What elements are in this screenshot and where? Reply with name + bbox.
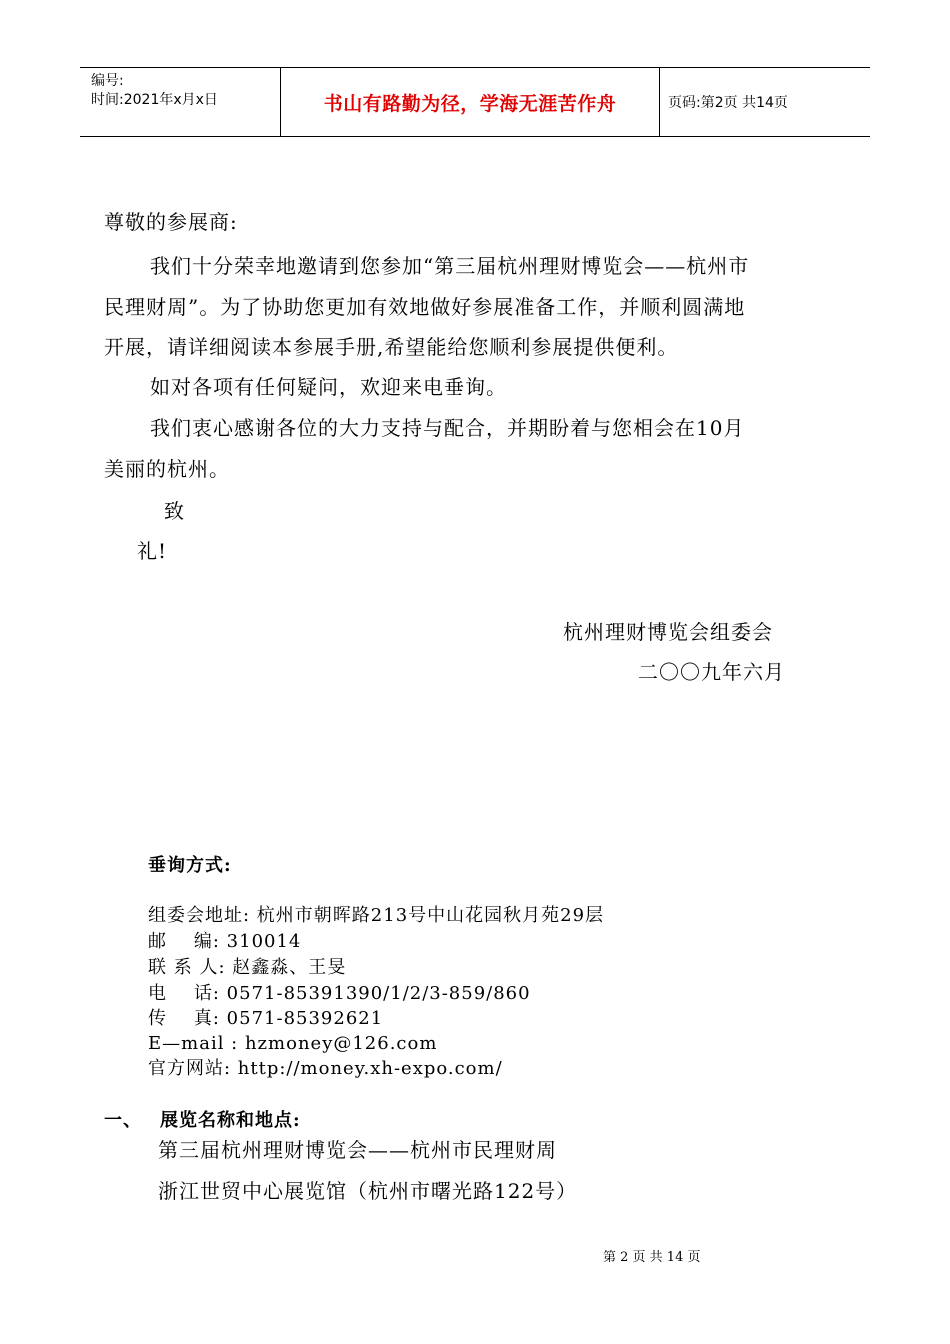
exhibition-name: 第三届杭州理财博览会——杭州市民理财周 bbox=[158, 1138, 557, 1162]
contact-phone: 电 话: 0571-85391390/1/2/3-859/860 bbox=[148, 983, 531, 1004]
contact-fax: 传 真: 0571-85392621 bbox=[148, 1008, 384, 1029]
signature-date: 二〇〇九年六月 bbox=[638, 660, 785, 684]
closing-zhi: 致 bbox=[164, 499, 185, 523]
signature-org: 杭州理财博览会组委会 bbox=[563, 620, 773, 644]
contact-postcode: 邮 编: 310014 bbox=[148, 931, 302, 952]
contact-website: 官方网站: http://money.xh-expo.com/ bbox=[148, 1058, 503, 1079]
section-number: 一、 bbox=[104, 1110, 142, 1131]
paragraph-line: 如对各项有任何疑问，欢迎来电垂询。 bbox=[150, 375, 507, 399]
paragraph-line: 美丽的杭州。 bbox=[104, 457, 230, 481]
section-heading: 展览名称和地点: bbox=[160, 1110, 301, 1131]
header-page-cell bbox=[660, 68, 870, 136]
paragraph-line: 我们十分荣幸地邀请到您参加“第三届杭州理财博览会——杭州市 bbox=[150, 254, 750, 278]
header-motto-cell bbox=[281, 68, 659, 136]
header-table bbox=[80, 67, 870, 137]
exhibition-venue: 浙江世贸中心展览馆（杭州市曙光路122号） bbox=[158, 1179, 578, 1203]
header-meta-cell bbox=[80, 68, 280, 136]
paragraph-line: 开展，请详细阅读本参展手册,希望能给您顺利参展提供便利。 bbox=[104, 335, 679, 359]
contact-person: 联 系 人: 赵鑫淼、王旻 bbox=[148, 957, 347, 978]
contact-heading: 垂询方式: bbox=[148, 855, 232, 876]
paragraph-line: 民理财周”。为了协助您更加有效地做好参展准备工作，并顺利圆满地 bbox=[104, 295, 746, 319]
number-label: 编号: bbox=[91, 73, 124, 89]
salutation: 尊敬的参展商: bbox=[104, 210, 238, 234]
contact-address: 组委会地址: 杭州市朝晖路213号中山花园秋月苑29层 bbox=[148, 905, 605, 926]
paragraph-line: 我们衷心感谢各位的大力支持与配合，并期盼着与您相会在10月 bbox=[150, 416, 745, 440]
closing-li: 礼! bbox=[137, 539, 168, 563]
motto-text: 书山有路勤为径，学海无涯苦作舟 bbox=[323, 92, 617, 115]
page-info: 页码:第2页 共14页 bbox=[668, 95, 788, 111]
time-label: 时间:2021年x月x日 bbox=[91, 92, 218, 108]
page-footer: 第 2 页 共 14 页 bbox=[603, 1250, 701, 1265]
contact-email: E—mail : hzmoney@126.com bbox=[148, 1033, 438, 1054]
